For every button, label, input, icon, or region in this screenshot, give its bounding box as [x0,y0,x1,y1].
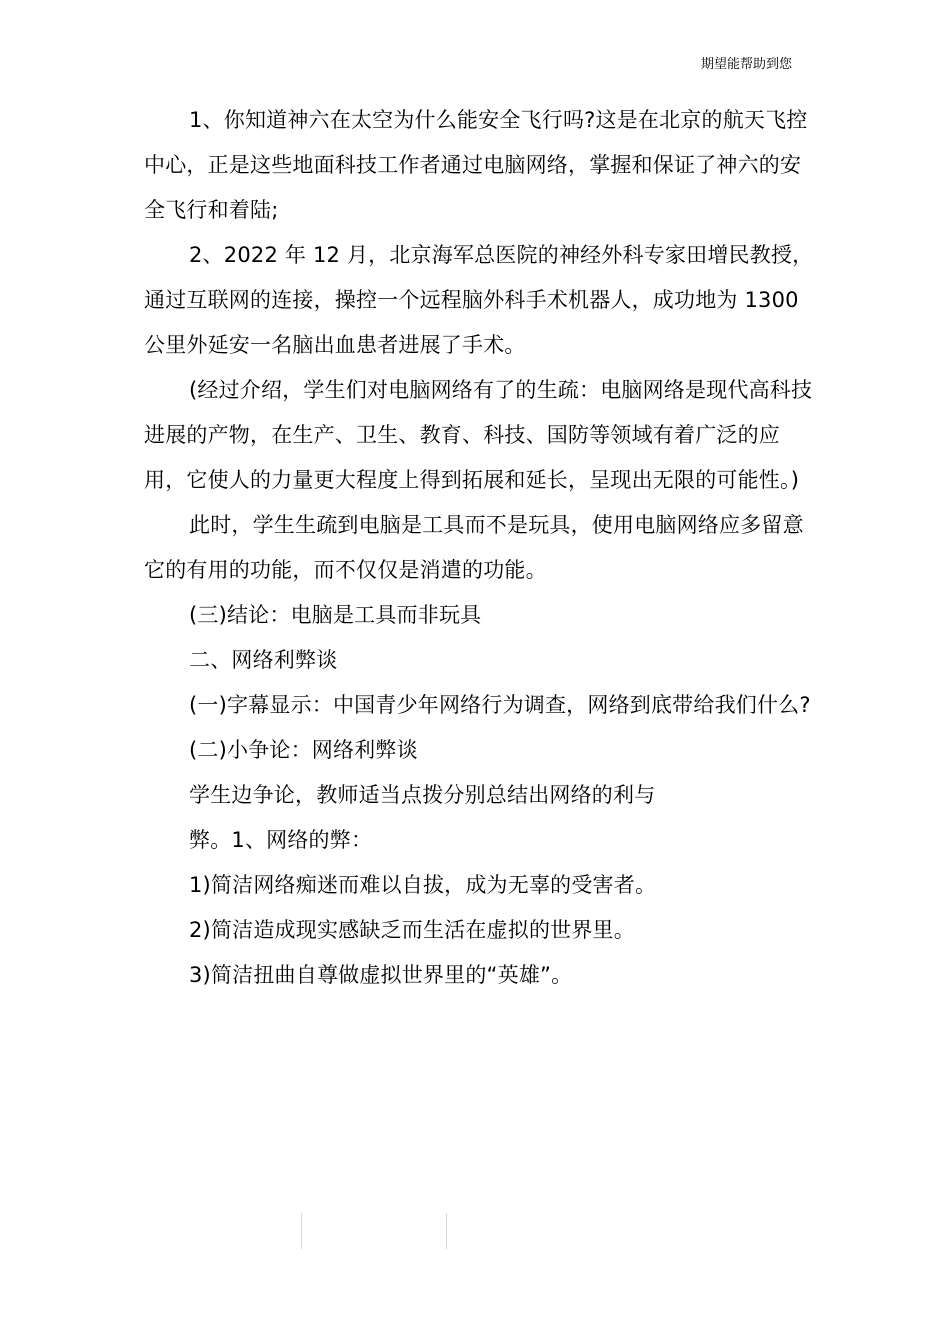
header-note: 期望能帮助到您 [700,57,792,72]
paragraph-caption-survey: (一)字幕显示：中国青少年网络行为调查，网络到底带给我们什么? [189,693,811,717]
document-body [144,98,816,998]
paragraph-network-understanding: (经过介绍，学生们对电脑网络有了的生疏：电脑网络是现代高科技进展的产物，在生产、卫生、教育、科技、国防等领域有着广泛的应用，它使人的力量更大程度上得到拓展和延长，呈现出无限的可能性。) [144,378,813,492]
paragraph-summary-intro: 学生边争论，教师适当点拨分别总结出网络的利与 [189,783,656,807]
paragraph-shenliu-flight: 1、你知道神六在太空为什么能安全飞行吗?这是在北京的航天飞控中心，正是这些地面科技工作者通过电脑网络，掌握和保证了神六的安全飞行和着陆; [144,108,808,222]
list-item-disadvantage-3: 3)简洁扭曲自尊做虚拟世界里的“英雄”。 [189,963,573,987]
section-heading-pros-cons: 二、网络利弊谈 [189,648,338,672]
footer-divider-left [301,1213,302,1249]
paragraph-disadvantages-heading: 弊。1、网络的弊： [189,828,373,852]
list-item-disadvantage-2: 2)简洁造成现实感缺乏而生活在虚拟的世界里。 [189,918,635,942]
footer-divider-right [446,1213,447,1249]
paragraph-remote-surgery: 2、2022 年 12 月，北京海军总医院的神经外科专家田增民教授， 通过互联网的连接，操控一个远程脑外科手术机器人，成功地为 1300 公里外延安一名脑出血患者进展了手术。 [144,243,814,357]
section-conclusion: (三)结论：电脑是工具而非玩具 [189,603,482,627]
paragraph-tool-not-toy: 此时，学生生疏到电脑是工具而不是玩具，使用电脑网络应多留意它的有用的功能，而不仅仅是消遣的功能。 [144,513,804,582]
list-item-disadvantage-1: 1)简洁网络痴迷而难以自拔，成为无辜的受害者。 [189,873,657,897]
paragraph-debate: (二)小争论：网络利弊谈 [189,738,418,762]
